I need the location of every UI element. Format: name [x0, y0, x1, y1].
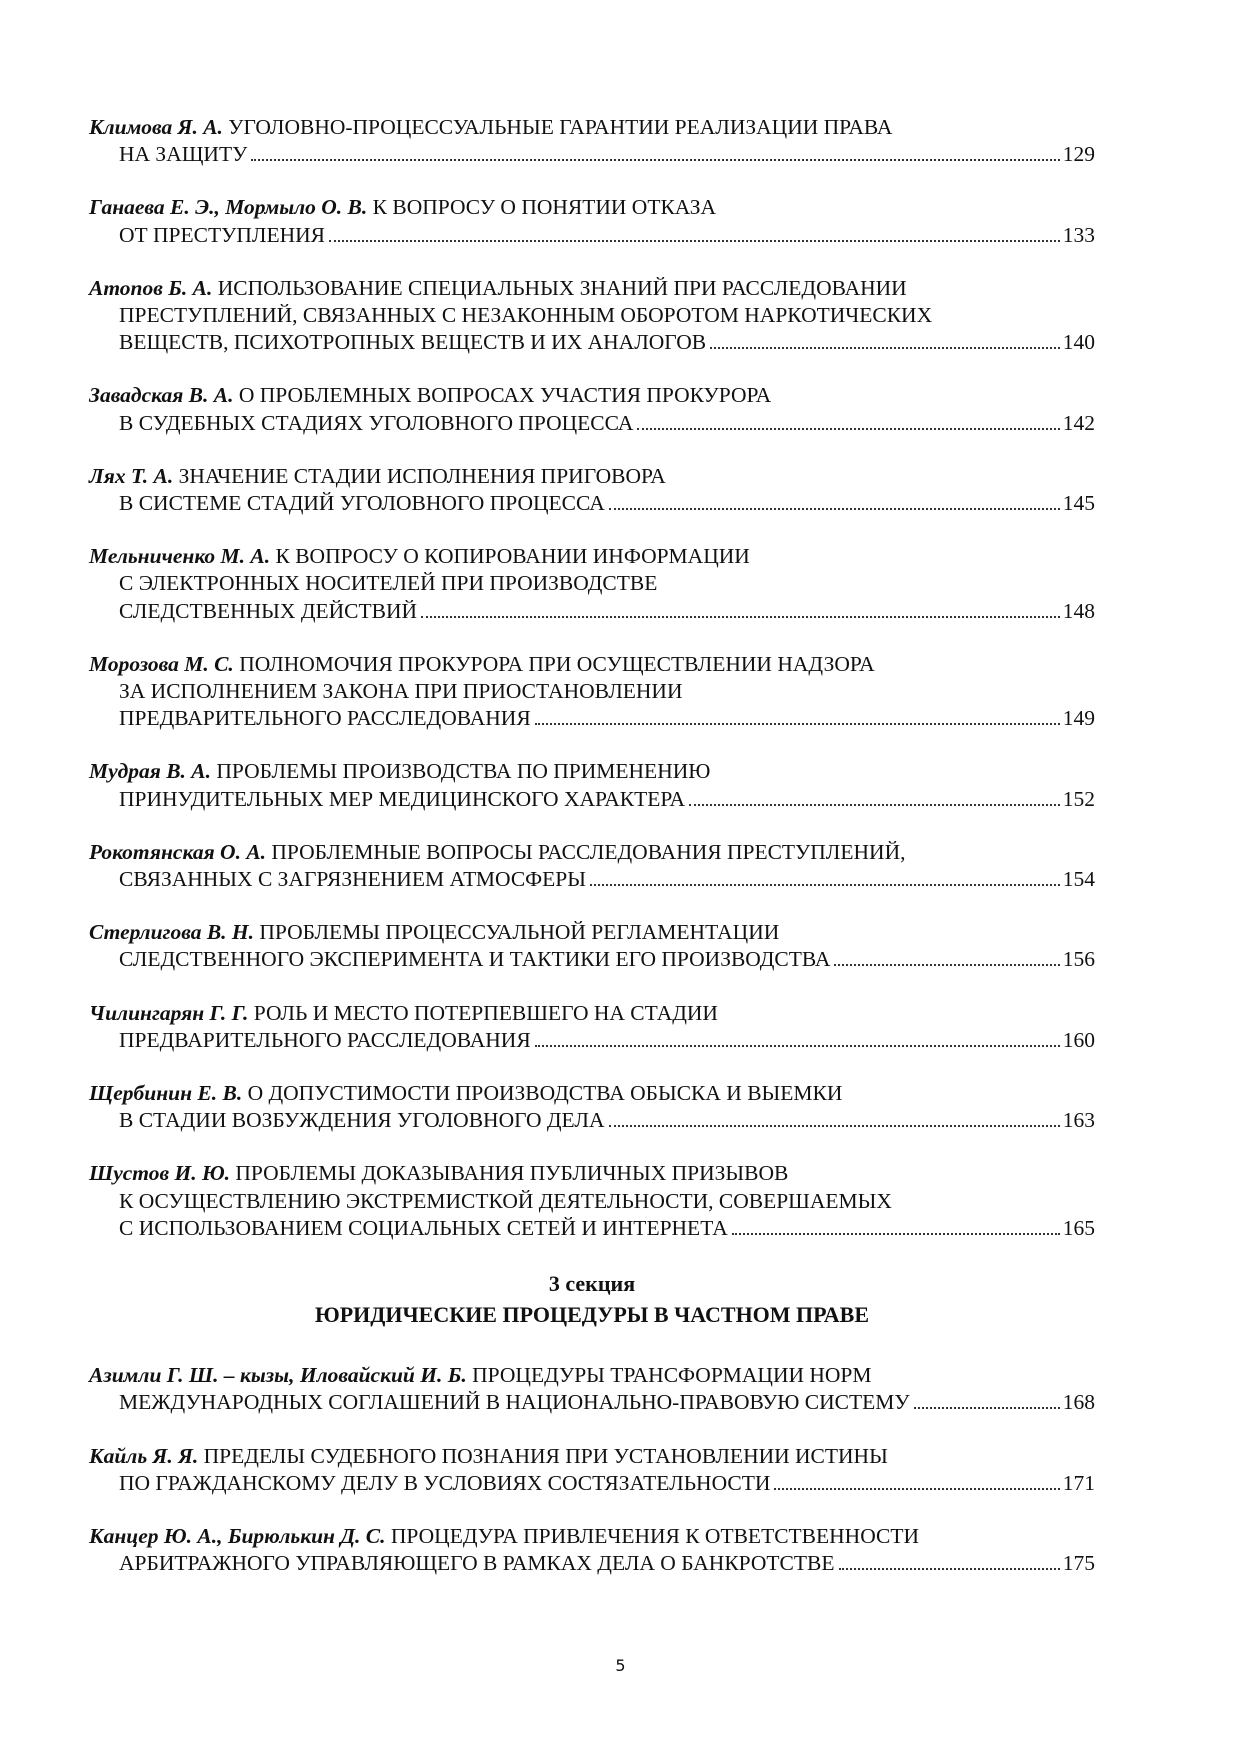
toc-entry-first-line: [89, 758, 1095, 785]
dot-leader: [421, 616, 1060, 618]
toc-entry-last-line: [89, 705, 1095, 732]
toc-entry-title-line: ЗНАЧЕНИЕ СТАДИИ ИСПОЛНЕНИЯ ПРИГОВОРА: [178, 463, 666, 488]
toc-entry-title-line: НА ЗАЩИТУ: [119, 142, 248, 167]
toc-entry-first-line: [89, 1080, 1095, 1107]
section-title: ЮРИДИЧЕСКИЕ ПРОЦЕДУРЫ В ЧАСТНОМ ПРАВЕ: [314, 1302, 870, 1328]
toc-entry-authors: Рокотянская О. А.: [89, 839, 267, 864]
dot-leader: [251, 159, 1059, 161]
toc-entry-page: 133: [1062, 222, 1095, 247]
toc-entry-title-line: В СИСТЕМЕ СТАДИЙ УГОЛОВНОГО ПРОЦЕССА: [119, 491, 605, 516]
toc-entry-authors: Чилингарян Г. Г.: [89, 1000, 249, 1025]
toc-entry-title-line: ПРЕДВАРИТЕЛЬНОГО РАССЛЕДОВАНИЯ: [119, 706, 531, 731]
toc-entry-first-line: [89, 543, 1095, 570]
toc-entry-title-line: АРБИТРАЖНОГО УПРАВЛЯЮЩЕГО В РАМКАХ ДЕЛА О БАНКРОТСТВЕ: [119, 1551, 835, 1576]
dot-leader: [329, 240, 1060, 242]
dot-leader: [710, 347, 1060, 349]
toc-entry-last-line: [89, 786, 1095, 813]
toc-entry-title-line: К ОСУЩЕСТВЛЕНИЮ ЭКСТРЕМИСТКОЙ ДЕЯТЕЛЬНОСТИ, СОВЕРШАЕМЫХ: [119, 1188, 892, 1213]
toc-entry-title-line: ПО ГРАЖДАНСКОМУ ДЕЛУ В УСЛОВИЯХ СОСТЯЗАТЕЛЬНОСТИ: [119, 1470, 771, 1495]
toc-entry[interactable]: [89, 114, 1095, 168]
toc-entry-page: 163: [1062, 1108, 1095, 1133]
toc-entry-title-line: ПРОЦЕДУРА ПРИВЛЕЧЕНИЯ К ОТВЕТСТВЕННОСТИ: [390, 1523, 919, 1548]
toc-entry-title-line: ПРОБЛЕМЫ ПРОЦЕССУАЛЬНОЙ РЕГЛАМЕНТАЦИИ: [259, 920, 780, 945]
dot-leader: [637, 428, 1059, 430]
toc-entry-page: 129: [1062, 142, 1095, 167]
toc-entry[interactable]: [89, 839, 1095, 893]
toc-entry-title-line: СВЯЗАННЫХ С ЗАГРЯЗНЕНИЕМ АТМОСФЕРЫ: [119, 867, 587, 892]
toc-entry[interactable]: [89, 194, 1095, 248]
dot-leader: [609, 508, 1060, 510]
toc-entry-first-line: [89, 1160, 1095, 1187]
toc-entry-last-line: [89, 1107, 1095, 1134]
toc-entry-authors: Щербинин Е. В.: [89, 1081, 243, 1106]
toc-entry-title-line: ПРОБЛЕМЫ ДОКАЗЫВАНИЯ ПУБЛИЧНЫХ ПРИЗЫВОВ: [235, 1161, 789, 1186]
dot-leader: [774, 1488, 1059, 1490]
toc-entry[interactable]: [89, 758, 1095, 812]
toc-entry-authors: Азимли Г. Ш. – кызы, Иловайский И. Б.: [89, 1363, 467, 1388]
toc-entry[interactable]: [89, 1362, 1095, 1416]
toc-entry-authors: Кайль Я. Я.: [89, 1443, 199, 1468]
toc-entry-page: 145: [1062, 491, 1095, 516]
toc-entry-title-line: ПРОЦЕДУРЫ ТРАНСФОРМАЦИИ НОРМ: [472, 1363, 872, 1388]
toc-entry-last-line: [89, 490, 1095, 517]
page-number: 5: [615, 1656, 626, 1675]
toc-entry-last-line: [89, 598, 1095, 625]
section-toc-entries: [89, 1362, 1095, 1577]
toc-entry-authors: Мельниченко М. А.: [89, 544, 271, 569]
toc-entry-page: 160: [1062, 1027, 1095, 1052]
toc-entry-title-line: О ДОПУСТИМОСТИ ПРОИЗВОДСТВА ОБЫСКА И ВЫЕМКИ: [247, 1081, 843, 1106]
dot-leader: [834, 964, 1059, 966]
toc-entry-title-line: РОЛЬ И МЕСТО ПОТЕРПЕВШЕГО НА СТАДИИ: [253, 1000, 718, 1025]
toc-entry-last-line: [89, 1027, 1095, 1054]
dot-leader: [535, 723, 1060, 725]
toc-entry-last-line: [89, 1550, 1095, 1577]
toc-entry-last-line: [89, 329, 1095, 356]
toc-entry[interactable]: [89, 382, 1095, 436]
toc-entry[interactable]: [89, 1443, 1095, 1497]
toc-entry-last-line: [89, 866, 1095, 893]
dot-leader: [590, 884, 1060, 886]
toc-entry-first-line: [89, 839, 1095, 866]
toc-entries: [89, 114, 1095, 1242]
toc-entry-page: 171: [1062, 1470, 1095, 1495]
toc-entry-title-line: ОТ ПРЕСТУПЛЕНИЯ: [119, 222, 325, 247]
toc-entry[interactable]: [89, 1160, 1095, 1242]
table-of-contents: [89, 114, 1095, 1603]
toc-entry-title-line: С ИСПОЛЬЗОВАНИЕМ СОЦИАЛЬНЫХ СЕТЕЙ И ИНТЕРНЕТА: [119, 1215, 728, 1240]
toc-entry-last-line: [89, 946, 1095, 973]
toc-entry-first-line: [89, 651, 1095, 678]
toc-entry-authors: Климова Я. А.: [89, 115, 223, 139]
toc-entry-title-line: ПРИНУДИТЕЛЬНЫХ МЕР МЕДИЦИНСКОГО ХАРАКТЕРА: [119, 786, 686, 811]
toc-entry-last-line: [89, 141, 1095, 168]
toc-entry-page: 165: [1062, 1215, 1095, 1240]
toc-entry-page: 154: [1062, 867, 1095, 892]
toc-entry-title-line: ПРОБЛЕМЫ ПРОИЗВОДСТВА ПО ПРИМЕНЕНИЮ: [216, 759, 711, 784]
dot-leader: [732, 1233, 1060, 1235]
toc-entry-first-line: [89, 1362, 1095, 1389]
toc-entry-page: 152: [1062, 786, 1095, 811]
section-number: 3 секция: [548, 1271, 636, 1297]
toc-entry[interactable]: [89, 1080, 1095, 1134]
toc-entry-title-line: ПРОБЛЕМНЫЕ ВОПРОСЫ РАССЛЕДОВАНИЯ ПРЕСТУПЛЕНИЙ,: [271, 839, 906, 864]
toc-entry-title-line: СЛЕДСТВЕННОГО ЭКСПЕРИМЕНТА И ТАКТИКИ ЕГО ПРОИЗВОДСТВА: [119, 947, 831, 972]
toc-entry-title-line: С ЭЛЕКТРОННЫХ НОСИТЕЛЕЙ ПРИ ПРОИЗВОДСТВЕ: [119, 571, 658, 596]
toc-entry-title-line: ПРЕДВАРИТЕЛЬНОГО РАССЛЕДОВАНИЯ: [119, 1027, 531, 1052]
toc-entry-title-line: ЗА ИСПОЛНЕНИЕМ ЗАКОНА ПРИ ПРИОСТАНОВЛЕНИИ: [119, 679, 683, 704]
toc-entry-authors: Ганаева Е. Э., Мормыло О. В.: [89, 195, 368, 220]
toc-entry-title-line: ПОЛНОМОЧИЯ ПРОКУРОРА ПРИ ОСУЩЕСТВЛЕНИИ НАДЗОРА: [239, 651, 875, 676]
toc-entry-title-line: СЛЕДСТВЕННЫХ ДЕЙСТВИЙ: [119, 598, 418, 623]
toc-entry-authors: Лях Т. А.: [89, 463, 174, 488]
dot-leader: [914, 1407, 1060, 1409]
toc-entry[interactable]: [89, 463, 1095, 517]
toc-entry-last-line: [89, 1470, 1095, 1497]
toc-entry-authors: Мудрая В. А.: [89, 759, 212, 784]
toc-entry-authors: Атопов Б. А.: [89, 275, 213, 300]
toc-entry-first-line: [89, 1443, 1095, 1470]
toc-entry-last-line: [89, 1215, 1095, 1242]
toc-entry-title-line: ПРЕСТУПЛЕНИЙ, СВЯЗАННЫХ С НЕЗАКОННЫМ ОБОРОТОМ НАРКОТИЧЕСКИХ: [119, 303, 933, 328]
toc-entry-authors: Канцер Ю. А., Бирюлькин Д. С.: [89, 1523, 386, 1548]
toc-entry-title-line: УГОЛОВНО-ПРОЦЕССУАЛЬНЫЕ ГАРАНТИИ РЕАЛИЗАЦИИ ПРАВА: [228, 115, 893, 139]
toc-entry-first-line: [89, 194, 1095, 221]
section-heading: [89, 1268, 1095, 1330]
toc-entry-title-line: В СУДЕБНЫХ СТАДИЯХ УГОЛОВНОГО ПРОЦЕССА: [119, 410, 634, 435]
toc-entry-first-line: [89, 114, 1095, 141]
toc-entry-first-line: [89, 275, 1095, 302]
dot-leader: [535, 1045, 1060, 1047]
toc-entry-page: 140: [1062, 330, 1095, 355]
toc-entry-last-line: [89, 222, 1095, 249]
toc-entry-authors: Завадская В. А.: [89, 383, 234, 408]
dot-leader: [689, 804, 1060, 806]
toc-entry[interactable]: [89, 919, 1095, 973]
toc-entry[interactable]: [89, 1523, 1095, 1577]
toc-entry-title-line: В СТАДИИ ВОЗБУЖДЕНИЯ УГОЛОВНОГО ДЕЛА: [119, 1108, 605, 1133]
toc-entry-title-line: ВЕЩЕСТВ, ПСИХОТРОПНЫХ ВЕЩЕСТВ И ИХ АНАЛОГОВ: [119, 330, 707, 355]
toc-entry-first-line: [89, 382, 1095, 409]
toc-entry-page: 175: [1062, 1551, 1095, 1576]
toc-entry[interactable]: [89, 651, 1095, 733]
toc-entry-title-line: ИСПОЛЬЗОВАНИЕ СПЕЦИАЛЬНЫХ ЗНАНИЙ ПРИ РАССЛЕДОВАНИИ: [217, 275, 907, 300]
toc-entry-authors: Стерлигова В. Н.: [89, 920, 255, 945]
toc-entry-title-line: МЕЖДУНАРОДНЫХ СОГЛАШЕНИЙ В НАЦИОНАЛЬНО-ПРАВОВУЮ СИСТЕМУ: [119, 1390, 910, 1415]
toc-entry-page: 168: [1062, 1390, 1095, 1415]
toc-entry-title-line: ПРЕДЕЛЫ СУДЕБНОГО ПОЗНАНИЯ ПРИ УСТАНОВЛЕНИИ ИСТИНЫ: [203, 1443, 888, 1468]
toc-entry-first-line: [89, 919, 1095, 946]
toc-entry[interactable]: [89, 543, 1095, 625]
toc-entry-page: 149: [1062, 706, 1095, 731]
toc-entry-first-line: [89, 1523, 1095, 1550]
dot-leader: [839, 1568, 1060, 1570]
toc-entry[interactable]: [89, 275, 1095, 357]
toc-entry-page: 142: [1062, 410, 1095, 435]
toc-entry-page: 156: [1062, 947, 1095, 972]
toc-entry-first-line: [89, 463, 1095, 490]
toc-entry-first-line: [89, 1000, 1095, 1027]
toc-entry-title-line: К ВОПРОСУ О КОПИРОВАНИИ ИНФОРМАЦИИ: [275, 544, 750, 569]
toc-entry[interactable]: [89, 1000, 1095, 1054]
toc-entry-authors: Морозова М. С.: [89, 651, 234, 676]
toc-entry-last-line: [89, 1389, 1095, 1416]
toc-entry-title-line: О ПРОБЛЕМНЫХ ВОПРОСАХ УЧАСТИЯ ПРОКУРОРА: [238, 383, 772, 408]
toc-entry-page: 148: [1062, 598, 1095, 623]
toc-entry-title-line: К ВОПРОСУ О ПОНЯТИИ ОТКАЗА: [372, 195, 717, 220]
toc-entry-last-line: [89, 410, 1095, 437]
dot-leader: [609, 1125, 1060, 1127]
toc-entry-authors: Шустов И. Ю.: [89, 1161, 231, 1186]
